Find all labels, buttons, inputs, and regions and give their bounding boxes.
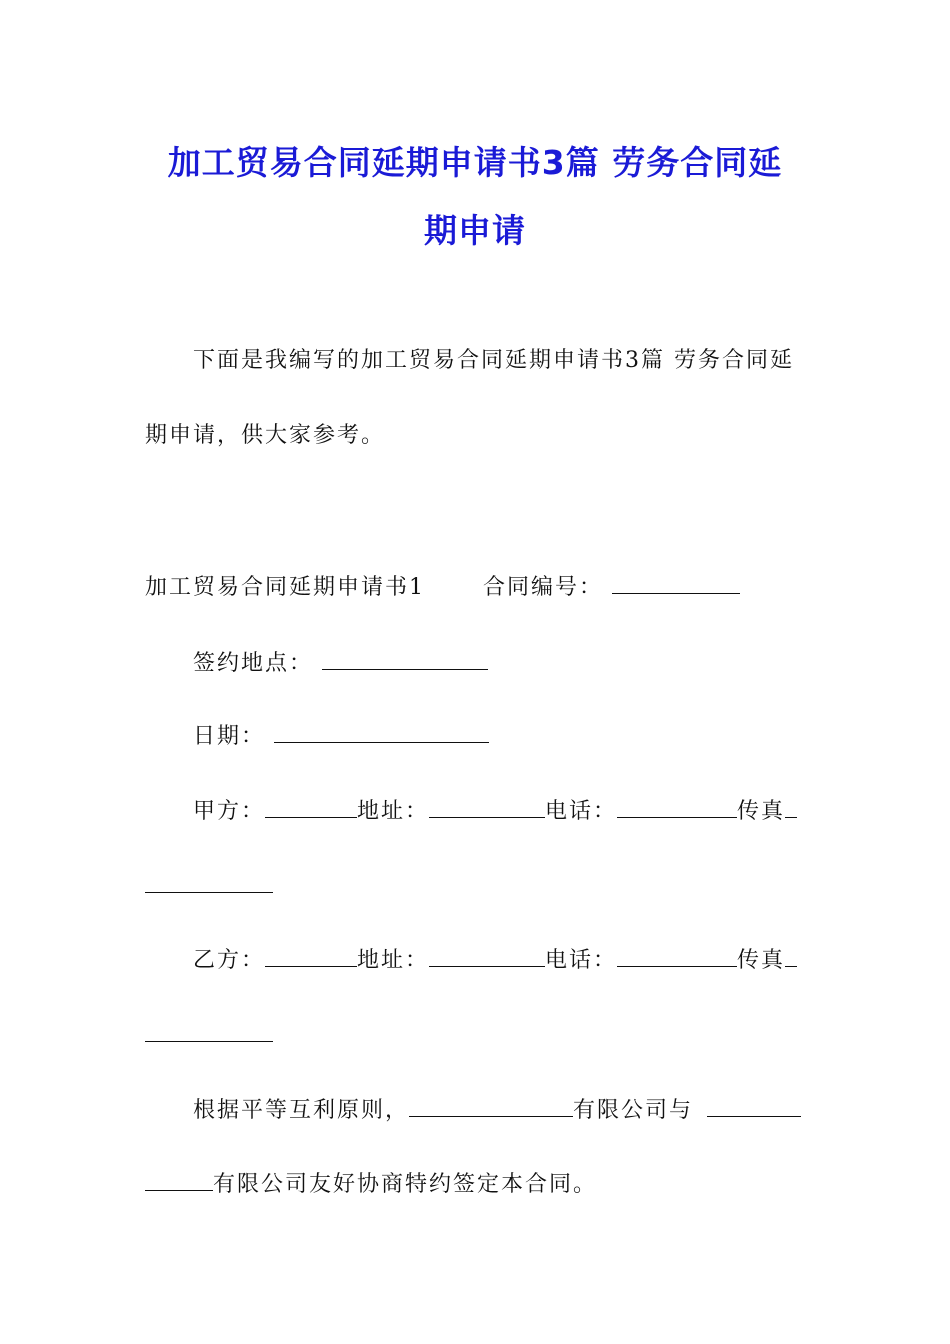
company-a-blank: [409, 1096, 573, 1117]
document-title-line-2: 期申请: [424, 211, 526, 250]
company-b-blank-start: [707, 1096, 801, 1117]
party-a-address-blank: [429, 797, 545, 818]
party-a-fax-blank-start: [785, 797, 797, 818]
contract-number-label: 合同编号：: [483, 575, 604, 600]
company-suffix: 有限公司与: [573, 1098, 694, 1123]
party-a-label: 甲方：: [193, 799, 266, 824]
party-b-fax-continuation: [145, 1021, 273, 1047]
party-b-label: 乙方：: [193, 948, 266, 973]
party-b-address-blank: [429, 946, 545, 967]
party-a-phone-label: 电话：: [545, 799, 618, 824]
party-a-address-label: 地址：: [357, 799, 430, 824]
party-a-phone-blank: [617, 797, 737, 818]
party-b-phone-label: 电话：: [545, 948, 618, 973]
principle-text-2: 有限公司友好协商特约签定本合同。: [213, 1172, 598, 1197]
party-a-fax-label: 传真: [737, 799, 786, 824]
party-a-fax-continuation: [145, 872, 273, 898]
contract-heading-row: [145, 573, 740, 599]
company-b-blank: [145, 1170, 213, 1191]
intro-line-2: 期申请，供大家参考。: [145, 423, 386, 448]
date-label: 日期：: [193, 724, 266, 749]
document-title-line-1: 加工贸易合同延期申请书3篇 劳务合同延: [167, 143, 783, 182]
principle-row-2: [145, 1170, 597, 1196]
sign-place-label: 签约地点：: [193, 651, 314, 676]
party-a-fax-blank: [145, 872, 273, 893]
party-a-name-blank: [265, 797, 357, 818]
contract-number-blank: [612, 573, 740, 594]
party-b-address-label: 地址：: [357, 948, 430, 973]
party-b-row: [193, 946, 797, 972]
contract-heading: 加工贸易合同延期申请书1: [145, 575, 425, 600]
sign-place-row: [193, 649, 488, 675]
principle-row-1: [193, 1096, 801, 1122]
party-b-name-blank: [265, 946, 357, 967]
sign-place-blank: [322, 649, 488, 670]
party-b-fax-blank-start: [785, 946, 797, 967]
party-b-fax-label: 传真: [737, 948, 786, 973]
principle-text-1: 根据平等互利原则，: [193, 1098, 410, 1123]
party-a-row: [193, 797, 797, 823]
date-blank: [274, 722, 489, 743]
date-row: [193, 722, 489, 748]
intro-line-1: 下面是我编写的加工贸易合同延期申请书3篇 劳务合同延: [193, 348, 794, 373]
party-b-fax-blank: [145, 1021, 273, 1042]
party-b-phone-blank: [617, 946, 737, 967]
